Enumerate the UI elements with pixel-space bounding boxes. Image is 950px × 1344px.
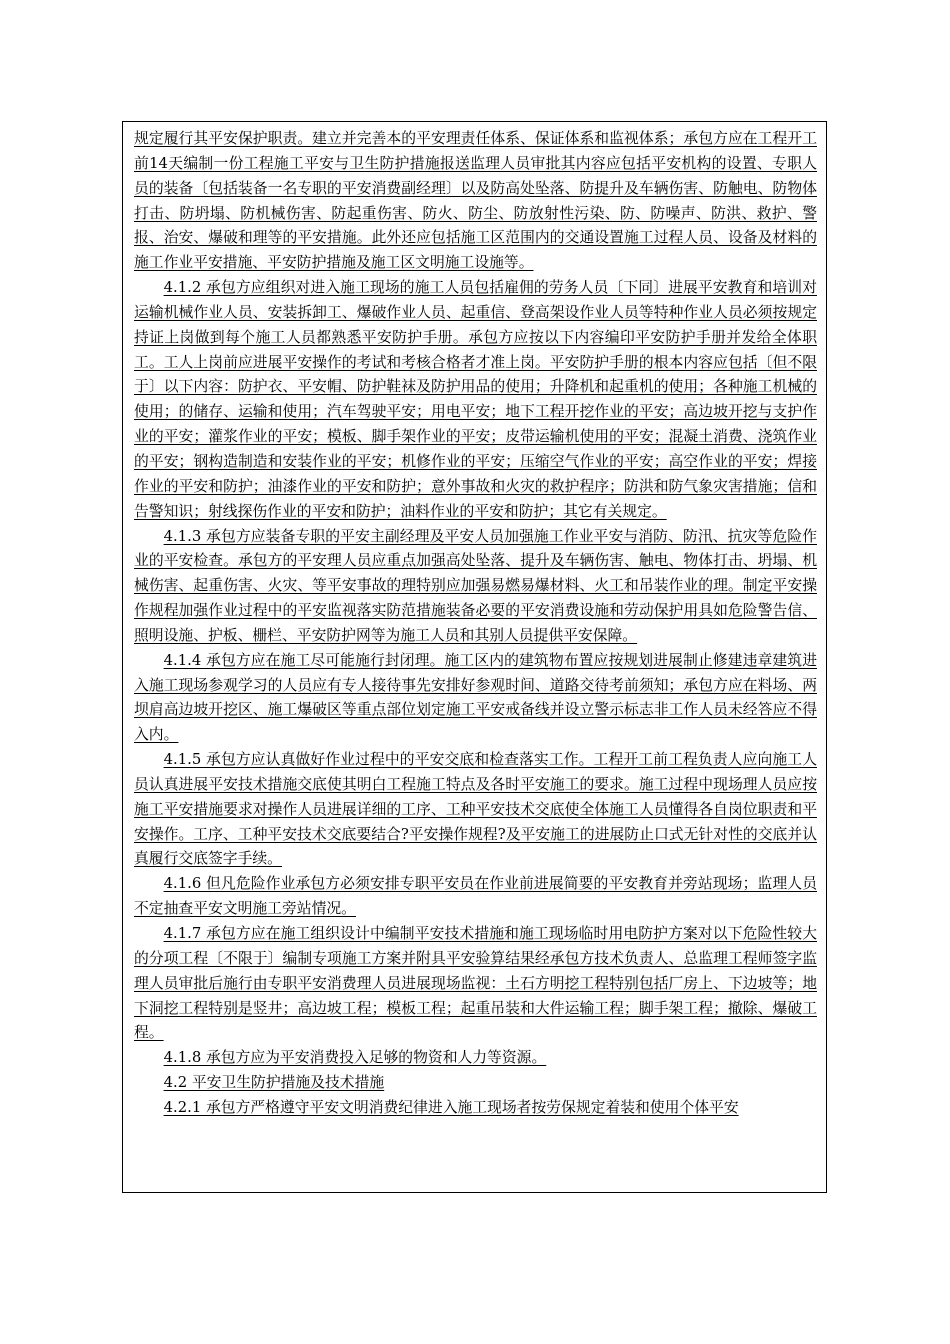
document-body	[134, 127, 817, 1121]
paragraph-4-1-5: 4.1.5 承包方应认真做好作业过程中的平安交底和检查落实工作。工程开工前工程负责人应向施工人员认真进展平安技术措施交底使其明白工程施工特点及各时平安施工的要求。施工过程中现场理人员应按施工平安措施要求对操作人员进展详细的工序、工种平安技术交底使全体施工人员懂得各自岗位职责和平安操作。工序、工种平安技术交底要结合?平安操作规程?及平安施工的进展防止口式无针对性的交底并认真履行交底签字手续。	[134, 751, 817, 868]
paragraph-4-1-7: 4.1.7 承包方应在施工组织设计中编制平安技术措施和施工现场临时用电防护方案对以下危险性较大的分项工程〔不限于〕编制专项施工方案并附具平安验算结果经承包方技术负责人、总监理工程师签字监理人员审批后施行由专职平安消费理人员进展现场监视：土石方明挖工程特别包括厂房上、下边坡等；地下洞挖工程特别是竖井；高边坡工程；模板工程；起重吊装和大件运输工程；脚手架工程；撤除、爆破工程。	[134, 925, 817, 1042]
paragraph-4-1-8: 4.1.8 承包方应为平安消费投入足够的物资和人力等资源。	[163, 1049, 547, 1067]
section-heading-4-2: 4.2 平安卫生防护措施及技术措施	[163, 1074, 385, 1092]
paragraph-4-1-3: 4.1.3 承包方应装备专职的平安主副经理及平安人员加强施工作业平安与消防、防汛、抗灾等危险作业的平安检查。承包方的平安理人员应重点加强高处坠落、提升及车辆伤害、触电、物体打击、坍塌、机械伤害、起重伤害、火灾、等平安事故的理特别应加强易燃易爆材料、火工和吊装作业的理。制定平安操作规程加强作业过程中的平安监视落实防范措施装备必要的平安消费设施和劳动保护用具如危险警告信、照明设施、护板、栅栏、平安防护网等为施工人员和其别人员提供平安保障。	[134, 527, 817, 644]
paragraph-4-2-1: 4.2.1 承包方严格遵守平安文明消费纪律进入施工现场者按劳保规定着装和使用个体平安	[163, 1098, 739, 1116]
paragraph-safety-system: 规定履行其平安保护职责。建立并完善本的平安理责任体系、保证体系和监视体系；承包方应在工程开工前14天编制一份工程施工平安与卫生防护措施报送监理人员审批其内容应包括平安机构的设置、专职人员的装备〔包括装备一名专职的平安消费副经理〕以及防高处坠落、防提升及车辆伤害、防触电、防物体打击、防坍塌、防机械伤害、防起重伤害、防火、防尘、防放射性污染、防、防噪声、防洪、救护、警报、治安、爆破和理等的平安措施。此外还应包括施工区范围内的交通设置施工过程人员、设备及材料的施工作业平安措施、平安防护措施及施工区文明施工设施等。	[134, 130, 817, 272]
paragraph-4-1-6: 4.1.6 但凡危险作业承包方必须安排专职平安员在作业前进展简要的平安教育并旁站现场；监理人员不定抽查平安文明施工旁站情况。	[134, 875, 817, 918]
paragraph-4-1-2: 4.1.2 承包方应组织对进入施工现场的施工人员包括雇佣的劳务人员〔下同〕进展平安教育和培训对运输机械作业人员、安装拆卸工、爆破作业人员、起重信、登高架设作业人员等特种作业人员必须按规定持证上岗做到每个施工人员都熟悉平安防护手册。承包方应按以下内容编印平安防护手册并发给全体职工。工人上岗前应进展平安操作的考试和考核合格者才准上岗。平安防护手册的根本内容应包括〔但不限于〕以下内容：防护衣、平安帽、防护鞋袜及防护用品的使用；升降机和起重机的使用；各种施工机械的使用；的储存、运输和使用；汽车驾驶平安；用电平安；地下工程开挖作业的平安；高边坡开挖与支护作业的平安；灌浆作业的平安；模板、脚手架作业的平安；皮带运输机使用的平安；混凝土消费、浇筑作业的平安；钢构造制造和安装作业的平安；机修作业的平安；压缩空气作业的平安；高空作业的平安；焊接作业的平安和防护；油漆作业的平安和防护；意外事故和火灾的救护程序；防洪和防气象灾害措施；信和告警知识；射线探伤作业的平安和防护；油料作业的平安和防护；其它有关规定。	[134, 279, 817, 520]
document-frame	[122, 121, 827, 1193]
paragraph-4-1-4: 4.1.4 承包方应在施工尽可能施行封闭理。施工区内的建筑物布置应按规划进展制止修建违章建筑进入施工现场参观学习的人员应有专人接待事先安排好参观时间、道路交待考前须知；承包方应在料场、两坝肩高边坡开挖区、施工爆破区等重点部位划定施工平安戒备线并设立警示标志非工作人员未经答应不得入内。	[134, 651, 817, 744]
